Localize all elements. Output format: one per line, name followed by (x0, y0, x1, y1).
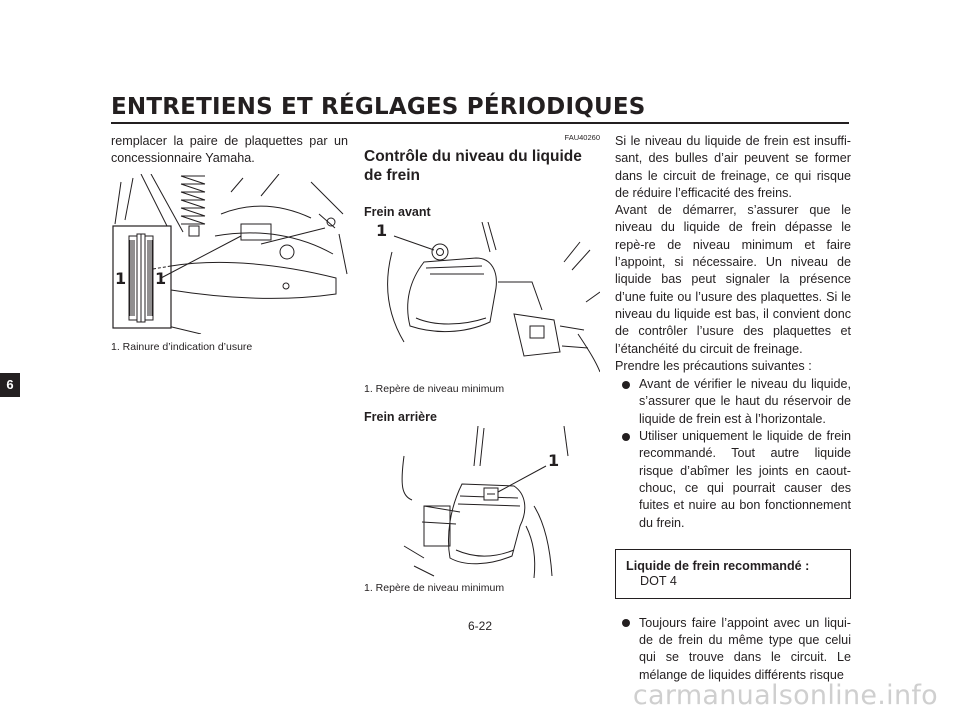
pad-callout-right: 1 (155, 268, 167, 288)
page-header-title: ENTRETIENS ET RÉGLAGES PÉRIODIQUES (111, 94, 646, 120)
spec-value: DOT 4 (640, 574, 677, 589)
front-brake-callout: 1 (376, 222, 388, 240)
column-2 (364, 133, 600, 595)
rear-brake-reservoir-figure (364, 426, 600, 580)
header-rule (111, 122, 849, 124)
figure-1-caption: 1. Rainure d’indication d’usure (111, 340, 253, 353)
watermark: carmanualsonline.info (632, 680, 938, 711)
list-item: Toujours faire l’appoint avec un liqui-de de frein du même type que celui qui se trouve dans le circuit. Le mélange de liquides différents risque (615, 615, 851, 684)
spec-box (615, 549, 851, 599)
page-number: 6-22 (467, 619, 493, 633)
precautions-list (615, 376, 851, 532)
rear-brake-callout: 1 (548, 451, 560, 470)
spec-label: Liquide de frein recommandé : (626, 558, 810, 573)
paragraph-1: Si le niveau du liquide de frein est insuffi-sant, des bulles d’air peuvent se former dans le circuit de freinage, ce qui risque de réduire l’efficacité des freins. (615, 134, 851, 200)
list-item: Utiliser uniquement le liquide de frein recommandé. Tout autre liquide risque d’abîmer les joints en caout-chouc, ce qui pourrait causer des fuites et nuire au bon fonctionnement du frein. (615, 428, 851, 532)
rear-brake-caption: 1. Repère de niveau minimum (364, 582, 505, 594)
front-brake-caption: 1. Repère de niveau minimum (364, 383, 505, 395)
paragraph-3: Prendre les précautions suivantes : (615, 358, 812, 373)
front-brake-subtitle: Frein avant (364, 205, 431, 219)
section-title: Contrôle du niveau du liquide de frein (364, 148, 582, 184)
column-3 (615, 133, 851, 684)
chapter-tab: 6 (0, 373, 20, 397)
section-code: FAU40260 (564, 133, 600, 142)
pad-callout-left: 1 (115, 268, 127, 288)
intro-text: remplacer la paire de plaquettes par un concessionnaire Yamaha. (111, 134, 348, 166)
list-item: Avant de vérifier le niveau du liquide, s’assurer que le haut du réservoir de liquide de frein est à l’horizontale. (615, 376, 851, 428)
front-brake-reservoir-figure (364, 222, 600, 380)
brake-pad-figure (111, 174, 348, 334)
rear-brake-subtitle: Frein arrière (364, 410, 437, 424)
paragraph-2: Avant de démarrer, s’assurer que le niveau du liquide de frein dépasse le repè-re de niveau minimum et faire l’appoint, si nécessaire. Un niveau de liquide bas peut signaler la présence d’une fuite ou l’usure des plaquettes. Si le niveau du liquide est bas, il convient donc de contrôler l’usure des plaquettes et l’étanchéité du circuit de freinage. (615, 203, 851, 356)
column-1 (111, 133, 348, 354)
